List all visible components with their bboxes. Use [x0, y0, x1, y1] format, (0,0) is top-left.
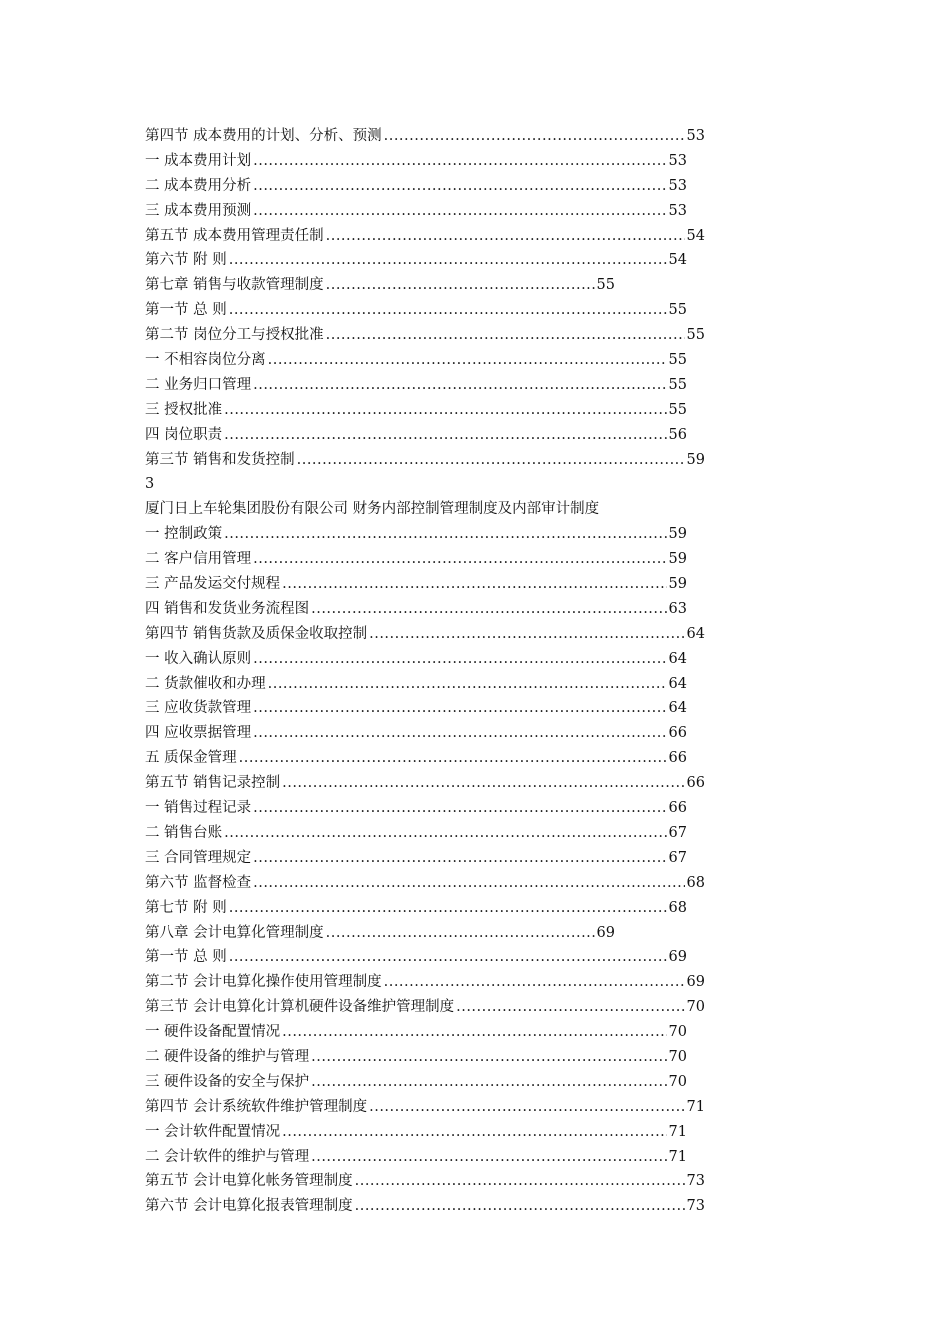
toc-entry-label: 四 岗位职责	[145, 426, 223, 443]
toc-entry-label: 一 收入确认原则	[145, 650, 252, 667]
toc-entry-page: 70	[668, 1024, 687, 1041]
toc-entry-label: 第一节 总 则	[145, 949, 227, 966]
toc-entry-label: 二 会计软件的维护与管理	[145, 1148, 310, 1165]
dot-leader	[324, 323, 685, 348]
dot-leader	[227, 945, 667, 970]
toc-entry	[145, 995, 705, 1020]
toc-entry	[145, 771, 705, 796]
toc-entry-page: 63	[668, 600, 687, 617]
table-of-contents	[145, 124, 705, 1219]
dot-leader	[353, 1194, 685, 1219]
toc-entry-page: 73	[686, 1198, 705, 1215]
toc-entry-page: 64	[668, 650, 687, 667]
toc-entry	[145, 149, 705, 174]
toc-entry	[145, 796, 705, 821]
toc-entry-page: 70	[668, 1073, 687, 1090]
dot-leader	[353, 1169, 685, 1194]
running-header: 厦门日上车轮集团股份有限公司 财务内部控制管理制度及内部审计制度	[145, 501, 600, 518]
dot-leader	[222, 821, 666, 846]
toc-entry	[145, 174, 705, 199]
dot-leader	[454, 995, 684, 1020]
toc-entry-page: 73	[686, 1173, 705, 1190]
toc-entry	[145, 224, 705, 249]
dot-leader	[367, 622, 684, 647]
toc-entry	[145, 423, 705, 448]
dot-leader	[251, 721, 666, 746]
toc-entry-label: 二 成本费用分析	[145, 177, 252, 194]
toc-entry	[145, 746, 705, 771]
toc-entry	[145, 1120, 705, 1145]
toc-entry	[145, 273, 705, 298]
toc-entry-page: 71	[668, 1123, 687, 1140]
toc-entry-page: 56	[668, 426, 687, 443]
toc-entry	[145, 597, 705, 622]
toc-entry	[145, 871, 705, 896]
toc-entry	[145, 672, 705, 697]
dot-leader	[280, 1120, 666, 1145]
toc-entry	[145, 921, 705, 946]
toc-entry-label: 二 业务归口管理	[145, 376, 252, 393]
toc-entry	[145, 1169, 705, 1194]
toc-entry-page: 59	[668, 576, 687, 593]
toc-entry	[145, 522, 705, 547]
toc-entry-label: 第五节 会计电算化帐务管理制度	[145, 1173, 353, 1190]
toc-entry-label: 一 销售过程记录	[145, 800, 252, 817]
dot-leader	[251, 696, 666, 721]
toc-entry-page: 71	[686, 1098, 705, 1115]
toc-entry-label: 一 不相容岗位分离	[145, 352, 266, 369]
toc-entry-page: 53	[686, 128, 705, 144]
toc-entry	[145, 572, 705, 597]
dot-leader	[295, 448, 685, 473]
toc-entry-page: 66	[686, 775, 705, 792]
toc-entry-label: 第四节 会计系统软件维护管理制度	[145, 1098, 368, 1115]
dot-leader	[251, 373, 666, 398]
toc-entry-label: 三 合同管理规定	[145, 849, 252, 866]
toc-entry-page: 69	[668, 949, 687, 966]
toc-entry	[145, 846, 705, 871]
dot-leader	[309, 1145, 666, 1170]
dot-leader	[251, 199, 666, 224]
dot-leader	[324, 273, 595, 298]
toc-entry-label: 一 控制政策	[145, 526, 223, 543]
toc-entry-label: 第三节 销售和发货控制	[145, 451, 295, 468]
toc-entry	[145, 547, 705, 572]
toc-entry-label: 二 硬件设备的维护与管理	[145, 1048, 310, 1065]
dot-leader	[222, 522, 666, 547]
toc-entry-page: 64	[668, 700, 687, 717]
dot-leader	[227, 298, 667, 323]
toc-entry	[145, 1194, 705, 1219]
toc-entry-page: 70	[686, 999, 705, 1016]
toc-entry	[145, 896, 705, 921]
dot-leader	[280, 1020, 666, 1045]
dot-leader	[227, 248, 667, 273]
toc-entry-label: 第五节 成本费用管理责任制	[145, 227, 324, 244]
toc-entry-label: 第二节 会计电算化操作使用管理制度	[145, 974, 382, 991]
toc-entry-page: 59	[686, 451, 705, 468]
toc-entry-page: 54	[668, 252, 687, 269]
toc-entry-label: 三 硬件设备的安全与保护	[145, 1073, 310, 1090]
toc-entry	[145, 696, 705, 721]
toc-entry-page: 59	[668, 551, 687, 568]
toc-entry	[145, 398, 705, 423]
toc-entry-label: 一 成本费用计划	[145, 152, 252, 169]
dot-leader	[324, 224, 685, 249]
toc-entry-label: 四 销售和发货业务流程图	[145, 600, 310, 617]
dot-leader	[382, 124, 685, 149]
dot-leader	[237, 746, 667, 771]
toc-entry	[145, 323, 705, 348]
toc-entry-page: 67	[668, 849, 687, 866]
toc-entry-page: 66	[668, 725, 687, 742]
toc-entry-page: 68	[668, 899, 687, 916]
toc-entry-label: 五 质保金管理	[145, 750, 237, 767]
toc-entry	[145, 1145, 705, 1170]
page-number: 3	[145, 476, 155, 493]
toc-entry-page: 66	[668, 750, 687, 767]
toc-entry-page: 54	[686, 227, 705, 244]
toc-entry	[145, 348, 705, 373]
toc-entry-label: 二 客户信用管理	[145, 551, 252, 568]
dot-leader	[266, 348, 667, 373]
toc-entry-page: 69	[596, 924, 615, 941]
toc-entry-label: 三 应收货款管理	[145, 700, 252, 717]
toc-entry-page: 59	[668, 526, 687, 543]
toc-entry-page: 66	[668, 800, 687, 817]
dot-leader	[251, 149, 666, 174]
toc-entry-page: 55	[686, 327, 705, 344]
toc-entry-label: 二 货款催收和办理	[145, 675, 266, 692]
dot-leader	[367, 1095, 684, 1120]
toc-entry	[145, 199, 705, 224]
dot-leader	[266, 672, 667, 697]
dot-leader	[382, 970, 685, 995]
toc-entry-page: 53	[668, 177, 687, 194]
dot-leader	[227, 896, 667, 921]
toc-entry	[145, 1020, 705, 1045]
dot-leader	[251, 174, 666, 199]
toc-entry	[145, 1095, 705, 1120]
dot-leader	[251, 547, 666, 572]
dot-leader	[222, 423, 666, 448]
toc-entry-label: 第八章 会计电算化管理制度	[145, 924, 324, 941]
dot-leader	[222, 398, 666, 423]
toc-entry-label: 三 授权批准	[145, 401, 223, 418]
toc-entry-label: 第六节 附 则	[145, 252, 227, 269]
toc-entry-page: 55	[668, 302, 687, 319]
toc-entry	[145, 373, 705, 398]
toc-entry	[145, 248, 705, 273]
toc-entry-label: 第六节 监督检查	[145, 874, 252, 891]
toc-entry	[145, 821, 705, 846]
toc-entry-page: 70	[668, 1048, 687, 1065]
toc-entry-label: 三 成本费用预测	[145, 202, 252, 219]
toc-entry-page: 55	[668, 352, 687, 369]
toc-entry-page: 68	[686, 874, 705, 891]
toc-entry-page: 53	[668, 202, 687, 219]
toc-entry-label: 二 销售台账	[145, 824, 223, 841]
toc-entry-label: 第六节 会计电算化报表管理制度	[145, 1198, 353, 1215]
dot-leader	[251, 871, 684, 896]
dot-leader	[309, 597, 666, 622]
dot-leader	[324, 921, 595, 946]
toc-entry	[145, 448, 705, 473]
toc-entry-page: 55	[668, 401, 687, 418]
dot-leader	[309, 1045, 666, 1070]
toc-entry-label: 第一节 总 则	[145, 302, 227, 319]
toc-entry-page: 64	[668, 675, 687, 692]
toc-entry-page: 71	[668, 1148, 687, 1165]
toc-entry-label: 第四节 销售货款及质保金收取控制	[145, 625, 368, 642]
toc-entry-label: 三 产品发运交付规程	[145, 576, 281, 593]
toc-entry	[145, 472, 705, 497]
dot-leader	[251, 796, 666, 821]
toc-entry	[145, 945, 705, 970]
toc-entry	[145, 124, 705, 149]
dot-leader	[280, 572, 666, 597]
toc-entry	[145, 1045, 705, 1070]
toc-entry-label: 一 会计软件配置情况	[145, 1123, 281, 1140]
toc-entry	[145, 970, 705, 995]
toc-entry	[145, 497, 705, 522]
toc-entry-label: 一 硬件设备配置情况	[145, 1024, 281, 1041]
toc-entry-page: 64	[686, 625, 705, 642]
toc-entry-label: 第三节 会计电算化计算机硬件设备维护管理制度	[145, 999, 455, 1016]
toc-entry-label: 第七节 附 则	[145, 899, 227, 916]
dot-leader	[280, 771, 684, 796]
toc-entry-page: 53	[668, 152, 687, 169]
toc-entry-label: 第四节 成本费用的计划、分析、预测	[145, 128, 382, 144]
toc-entry	[145, 721, 705, 746]
toc-entry	[145, 622, 705, 647]
toc-entry-label: 第七章 销售与收款管理制度	[145, 277, 324, 294]
dot-leader	[309, 1070, 666, 1095]
toc-entry	[145, 298, 705, 323]
toc-entry-page: 55	[668, 376, 687, 393]
dot-leader	[251, 846, 666, 871]
toc-entry-label: 第五节 销售记录控制	[145, 775, 281, 792]
toc-entry-page: 69	[686, 974, 705, 991]
toc-entry-page: 55	[596, 277, 615, 294]
toc-entry	[145, 647, 705, 672]
toc-entry-label: 第二节 岗位分工与授权批准	[145, 327, 324, 344]
dot-leader	[251, 647, 666, 672]
toc-entry-label: 四 应收票据管理	[145, 725, 252, 742]
toc-entry	[145, 1070, 705, 1095]
toc-entry-page: 67	[668, 824, 687, 841]
